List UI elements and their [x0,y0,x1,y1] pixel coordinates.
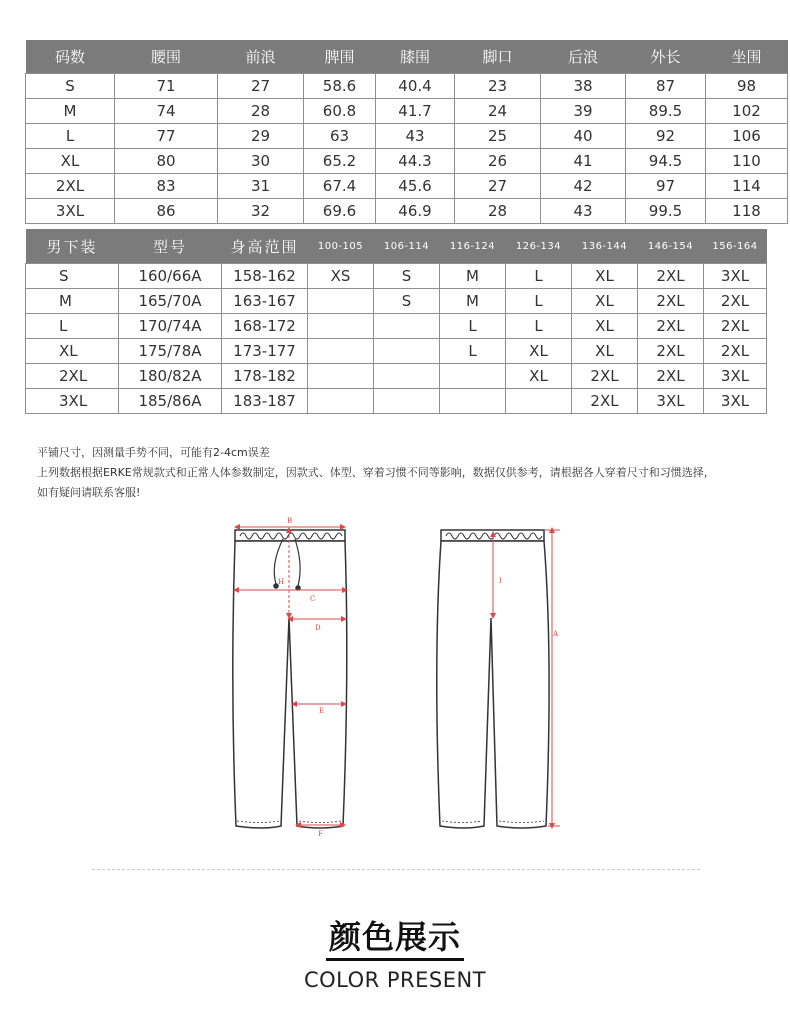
header-range-126-134: 126-134 [506,229,572,264]
size-chart-cell: 43 [376,124,455,149]
size-chart-cell: 89.5 [626,99,706,124]
height-table-cell: L [440,314,506,339]
height-table-cell: 2XL [638,339,704,364]
size-chart-cell: L [26,124,115,149]
size-chart-cell: 2XL [26,174,115,199]
height-table-cell: XL [572,314,638,339]
height-table-cell: S [374,289,440,314]
size-chart-cell: 87 [626,74,706,99]
size-chart-cell: 83 [115,174,218,199]
size-chart-cell: 106 [706,124,788,149]
height-table-cell: 2XL [572,389,638,414]
size-chart-cell: 24 [455,99,541,124]
height-table-cell: 173-177 [222,339,308,364]
size-chart-cell: 74 [115,99,218,124]
height-table-row [26,339,767,364]
height-table-cell: 185/86A [119,389,222,414]
label-d: D [315,624,321,632]
height-table-cell: 2XL [26,364,119,389]
height-range-table [25,229,767,414]
height-table-cell: XL [572,339,638,364]
size-chart-cell: 110 [706,149,788,174]
size-chart-cell: 40.4 [376,74,455,99]
height-table-cell: M [26,289,119,314]
size-chart-cell: 58.6 [304,74,376,99]
height-table-header [26,229,767,264]
note-contact-service: 如有疑问请联系客服! [37,486,141,499]
height-table-row [26,314,767,339]
height-table-cell [440,364,506,389]
header-front-rise: 前浪 [218,40,304,74]
size-chart-cell: 30 [218,149,304,174]
size-chart-cell: 31 [218,174,304,199]
height-table-cell: 180/82A [119,364,222,389]
size-chart-cell: 46.9 [376,199,455,224]
size-chart-cell: 44.3 [376,149,455,174]
pants-front-view [233,530,347,828]
size-chart-cell: 42 [541,174,626,199]
label-h: H [278,578,285,586]
height-table-cell [308,289,374,314]
size-chart-cell: 43 [541,199,626,224]
size-chart-cell: 69.6 [304,199,376,224]
height-table-cell: S [374,264,440,289]
label-i: I [499,577,502,585]
color-section-subtitle: COLOR PRESENT [303,968,487,992]
size-chart-cell: 45.6 [376,174,455,199]
size-chart-cell: 60.8 [304,99,376,124]
size-chart-table [25,40,788,224]
label-c: C [310,595,316,603]
section-divider [92,869,700,870]
height-table-cell: 2XL [638,364,704,389]
height-table-cell [308,364,374,389]
height-table-cell: XL [506,339,572,364]
height-table-cell: S [26,264,119,289]
header-mens-bottoms: 男下装 [26,229,119,264]
label-f: F [318,830,323,838]
height-table-cell: XL [506,364,572,389]
size-chart-cell: 65.2 [304,149,376,174]
size-chart-cell: 23 [455,74,541,99]
size-chart-cell: S [26,74,115,99]
size-chart-cell: 63 [304,124,376,149]
height-table-cell: 2XL [638,289,704,314]
size-chart-cell: 25 [455,124,541,149]
note-data-reference: 上列数据根据ERKE常规款式和正常人体参数制定，因款式、体型、穿着习惯不同等影响，数据仅供参考，请根据各人穿着尺寸和习惯选择， [37,466,715,479]
header-range-100-105: 100-105 [308,229,374,264]
header-range-106-114: 106-114 [374,229,440,264]
size-chart-row [26,199,788,224]
size-chart-cell: 77 [115,124,218,149]
height-table-cell: XL [572,264,638,289]
size-chart-cell: 71 [115,74,218,99]
height-table-cell: L [506,264,572,289]
color-section-title [0,912,790,958]
height-table-cell: L [506,289,572,314]
size-chart-cell: 118 [706,199,788,224]
size-chart-cell: 92 [626,124,706,149]
label-b: B [287,517,293,525]
header-model: 型号 [119,229,222,264]
header-leg-opening: 脚口 [455,40,541,74]
height-table-cell: 2XL [704,339,767,364]
size-chart-cell: 26 [455,149,541,174]
size-chart-cell: 28 [218,99,304,124]
height-table-cell [374,364,440,389]
header-range-146-154: 146-154 [638,229,704,264]
height-table-cell: 170/74A [119,314,222,339]
height-table-cell: 3XL [26,389,119,414]
height-table-cell: XL [26,339,119,364]
header-knee: 膝围 [376,40,455,74]
height-table-cell [308,314,374,339]
size-chart-cell: 38 [541,74,626,99]
size-chart-header [26,40,788,74]
header-back-rise: 后浪 [541,40,626,74]
label-e: E [319,707,325,715]
size-chart-row [26,174,788,199]
height-table-cell: 183-187 [222,389,308,414]
header-hip: 坐围 [706,40,788,74]
size-chart-cell: 28 [455,199,541,224]
header-size: 码数 [26,40,115,74]
height-table-cell [308,339,374,364]
height-table-cell: 2XL [638,314,704,339]
height-table-cell: 2XL [704,314,767,339]
height-table-cell: 165/70A [119,289,222,314]
size-chart-cell: 41.7 [376,99,455,124]
note-measurement-tolerance: 平铺尺寸，因测量手势不同，可能有2-4cm误差 [37,446,270,459]
size-chart-cell: 27 [218,74,304,99]
header-range-116-124: 116-124 [440,229,506,264]
height-table-row [26,289,767,314]
height-table-cell: L [506,314,572,339]
size-chart-cell: 32 [218,199,304,224]
label-a: A [553,630,559,638]
height-table-cell: 160/66A [119,264,222,289]
height-table-cell: 163-167 [222,289,308,314]
height-table-cell: M [440,289,506,314]
header-thigh: 脾围 [304,40,376,74]
height-table-cell [506,389,572,414]
header-range-136-144: 136-144 [572,229,638,264]
pants-measurement-diagram [0,510,790,840]
height-table-cell: 3XL [704,389,767,414]
size-chart-cell: 40 [541,124,626,149]
size-chart-cell: XL [26,149,115,174]
size-chart-cell: 3XL [26,199,115,224]
size-chart-cell: 94.5 [626,149,706,174]
height-table-cell: 178-182 [222,364,308,389]
size-chart-row [26,99,788,124]
height-table-cell: M [440,264,506,289]
height-table-cell: XS [308,264,374,289]
size-chart-cell: 99.5 [626,199,706,224]
height-table-cell: 168-172 [222,314,308,339]
height-table-row [26,389,767,414]
height-table-cell [374,339,440,364]
size-chart-cell: M [26,99,115,124]
size-chart-row [26,74,788,99]
color-title-text: 颜色展示 [326,918,464,961]
header-waist: 腰围 [115,40,218,74]
height-table-cell: XL [572,289,638,314]
size-chart-cell: 97 [626,174,706,199]
size-chart-cell: 27 [455,174,541,199]
height-table-cell: 175/78A [119,339,222,364]
height-table-cell: 2XL [638,264,704,289]
size-chart-row [26,149,788,174]
height-table-cell: 2XL [572,364,638,389]
size-chart-row [26,124,788,149]
size-chart-cell: 102 [706,99,788,124]
size-chart-cell: 98 [706,74,788,99]
height-table-cell: 3XL [704,364,767,389]
header-height-range: 身高范围 [222,229,308,264]
size-chart-cell: 67.4 [304,174,376,199]
height-table-cell [374,314,440,339]
height-table-row [26,264,767,289]
size-chart-cell: 29 [218,124,304,149]
height-table-cell: L [26,314,119,339]
height-table-row [26,364,767,389]
size-chart-cell: 80 [115,149,218,174]
size-chart-cell: 114 [706,174,788,199]
header-range-156-164: 156-164 [704,229,767,264]
height-table-cell: 3XL [704,264,767,289]
size-chart-cell: 86 [115,199,218,224]
height-table-cell [374,389,440,414]
size-chart-cell: 41 [541,149,626,174]
height-table-cell [308,389,374,414]
height-table-cell: L [440,339,506,364]
size-chart-cell: 39 [541,99,626,124]
height-table-cell: 158-162 [222,264,308,289]
height-table-cell: 3XL [638,389,704,414]
header-outseam: 外长 [626,40,706,74]
height-table-cell: 2XL [704,289,767,314]
height-table-cell [440,389,506,414]
